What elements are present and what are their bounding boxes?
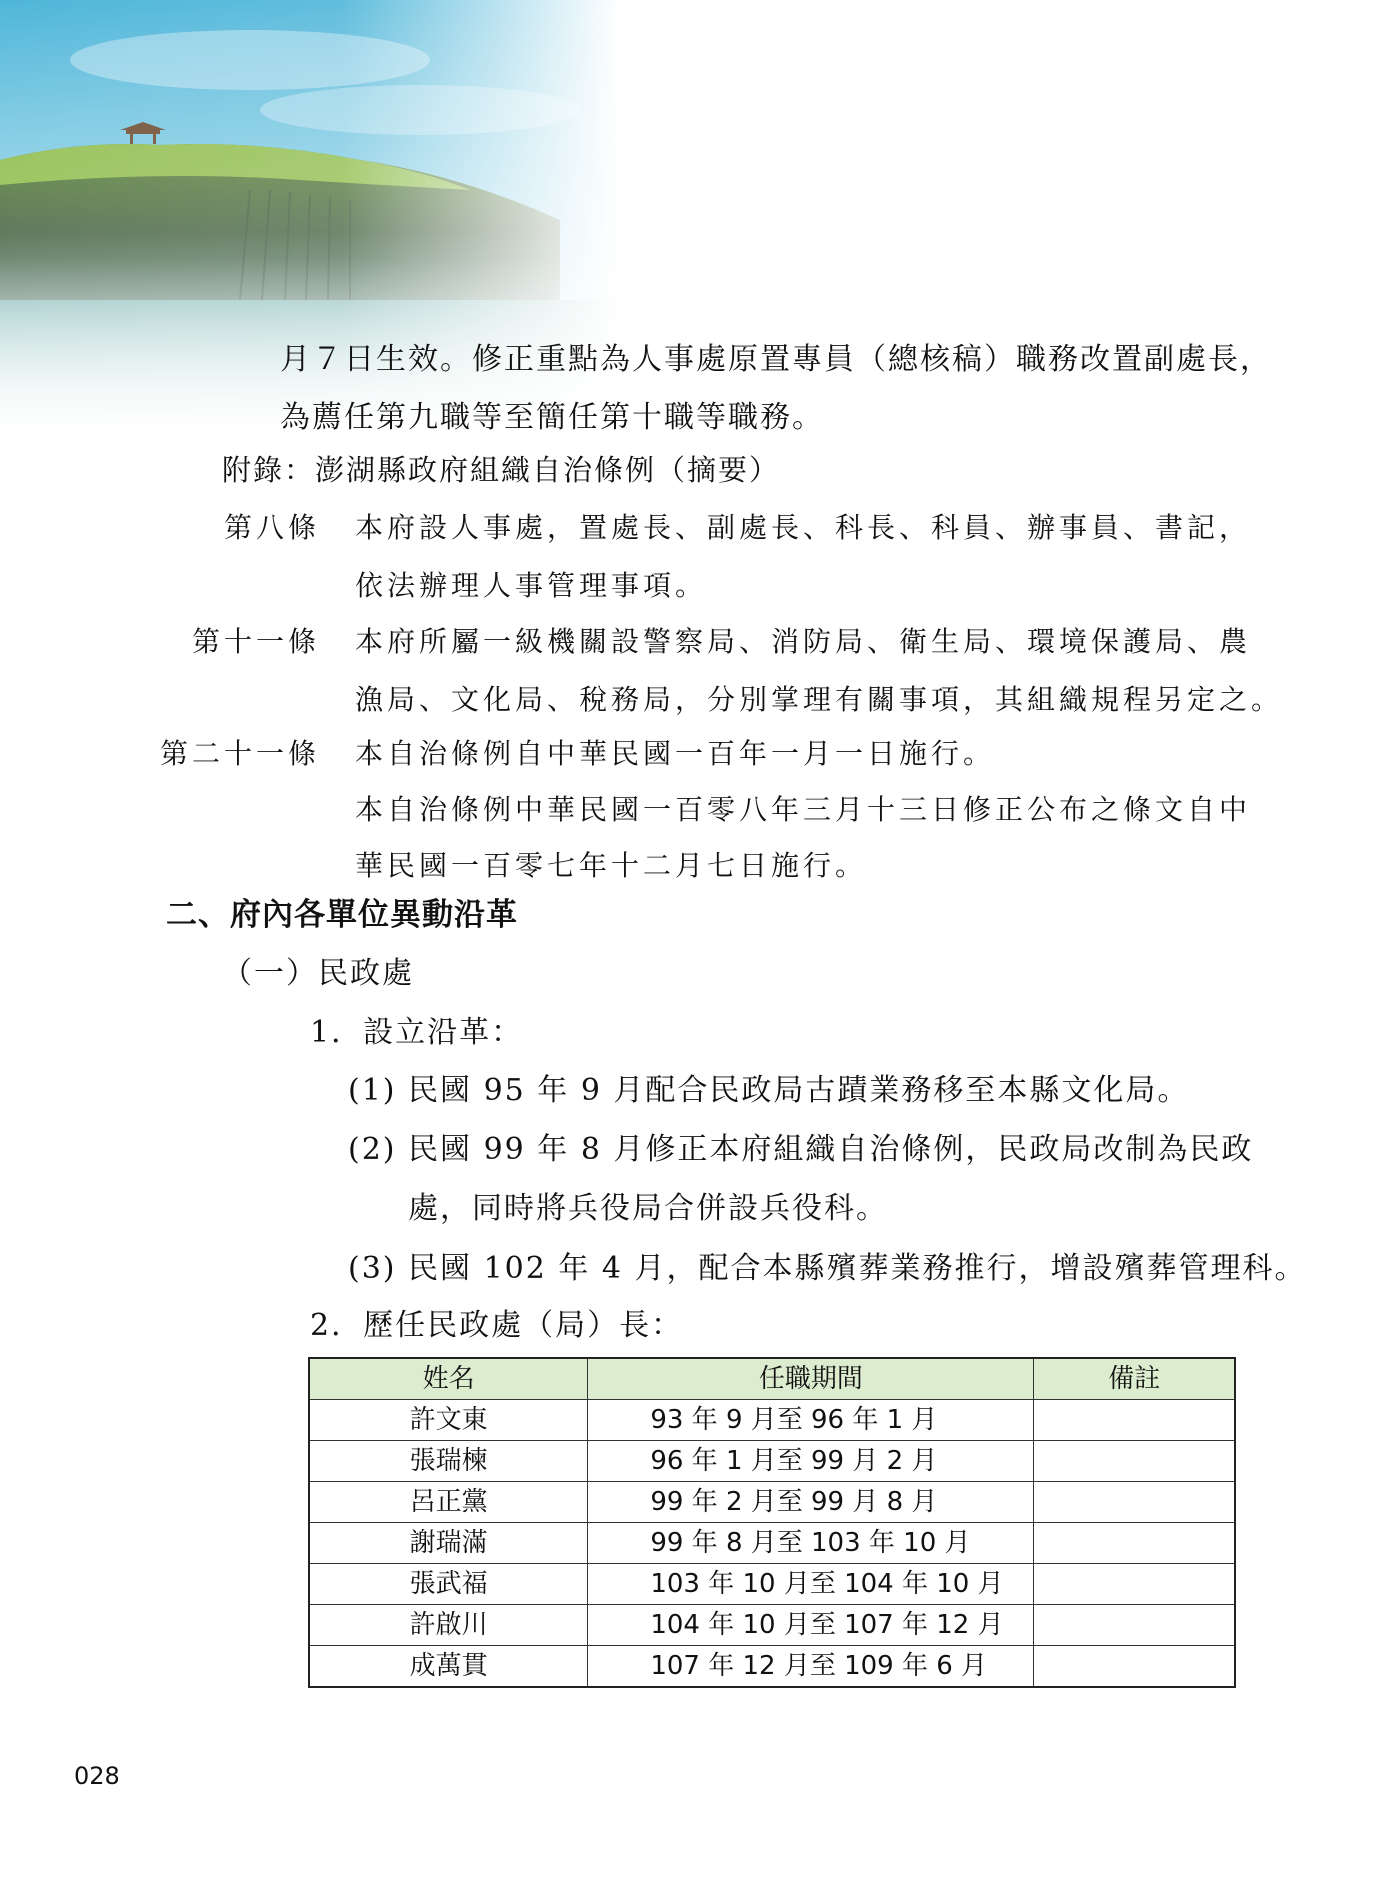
page-number: 028 [74, 1762, 120, 1790]
note-cell [1034, 1400, 1235, 1441]
name-cell: 許文東 [309, 1400, 588, 1441]
item-title: 2．歷任民政處（局）長： [310, 1308, 684, 1343]
table-row [309, 1523, 1235, 1564]
item-title: 1．設立沿革： [310, 1015, 524, 1050]
history-entry: (2) 民國 99 年 8 月修正本府組織自治條例，民政局改制為民政 [348, 1132, 1254, 1167]
note-cell [1034, 1564, 1235, 1605]
note-cell [1034, 1441, 1235, 1482]
name-cell: 成萬貫 [309, 1646, 588, 1688]
history-entry: (3) 民國 102 年 4 月，配合本縣殯葬業務推行，增設殯葬管理科。 [348, 1251, 1307, 1286]
appendix-title: 附錄：澎湖縣政府組織自治條例（摘要） [222, 453, 781, 487]
article-line: 漁局、文化局、稅務局，分別掌理有關事項，其組織規程另定之。 [355, 683, 1284, 716]
period-cell: 107 年 12 月至 109 年 6 月 [588, 1646, 1034, 1688]
table-row [309, 1400, 1235, 1441]
article-line: 華民國一百零七年十二月七日施行。 [355, 849, 868, 882]
table-row [309, 1564, 1235, 1605]
period-cell: 96 年 1 月至 99 月 2 月 [588, 1441, 1034, 1482]
history-entry: (1) 民國 95 年 9 月配合民政局古蹟業務移至本縣文化局。 [348, 1073, 1190, 1108]
note-cell [1034, 1523, 1235, 1564]
period-cell: 93 年 9 月至 96 年 1 月 [588, 1400, 1034, 1441]
director-table [308, 1357, 1236, 1688]
article-label: 第二十一條 [159, 737, 320, 770]
period-cell: 99 年 8 月至 103 年 10 月 [588, 1523, 1034, 1564]
note-cell [1034, 1605, 1235, 1646]
table-row [309, 1441, 1235, 1482]
table-row [309, 1482, 1235, 1523]
article-line: 本自治條例自中華民國一百年一月一日施行。 [355, 737, 996, 770]
period-cell: 104 年 10 月至 107 年 12 月 [588, 1605, 1034, 1646]
table-row [309, 1605, 1235, 1646]
table-header-row [309, 1358, 1235, 1400]
history-entry-continued: 處，同時將兵役局合併設兵役科。 [408, 1191, 888, 1226]
name-cell: 許啟川 [309, 1605, 588, 1646]
table-row [309, 1646, 1235, 1688]
intro-line-2: 為薦任第九職等至簡任第十職等職務。 [280, 400, 824, 435]
intro-line-1: 月７日生效。修正重點為人事處原置專員（總核稿）職務改置副處長， [280, 342, 1272, 377]
name-cell: 謝瑞滿 [309, 1523, 588, 1564]
subsection-heading: （一）民政處 [222, 956, 414, 991]
name-cell: 張瑞楝 [309, 1441, 588, 1482]
period-cell: 99 年 2 月至 99 月 8 月 [588, 1482, 1034, 1523]
column-header: 備註 [1034, 1358, 1235, 1400]
article-line: 本府所屬一級機關設警察局、消防局、衛生局、環境保護局、農 [355, 625, 1252, 658]
period-cell: 103 年 10 月至 104 年 10 月 [588, 1564, 1034, 1605]
article-line: 本自治條例中華民國一百零八年三月十三日修正公布之條文自中 [355, 793, 1252, 826]
name-cell: 呂正黨 [309, 1482, 588, 1523]
column-header: 姓名 [309, 1358, 588, 1400]
article-line: 本府設人事處，置處長、副處長、科長、科員、辦事員、書記， [355, 511, 1252, 544]
name-cell: 張武福 [309, 1564, 588, 1605]
article-label: 第十一條 [191, 625, 320, 658]
note-cell [1034, 1646, 1235, 1688]
article-line: 依法辦理人事管理事項。 [355, 569, 708, 602]
note-cell [1034, 1482, 1235, 1523]
article-label: 第八條 [223, 511, 320, 544]
column-header: 任職期間 [588, 1358, 1034, 1400]
section-heading: 二、府內各單位異動沿革 [166, 897, 518, 933]
